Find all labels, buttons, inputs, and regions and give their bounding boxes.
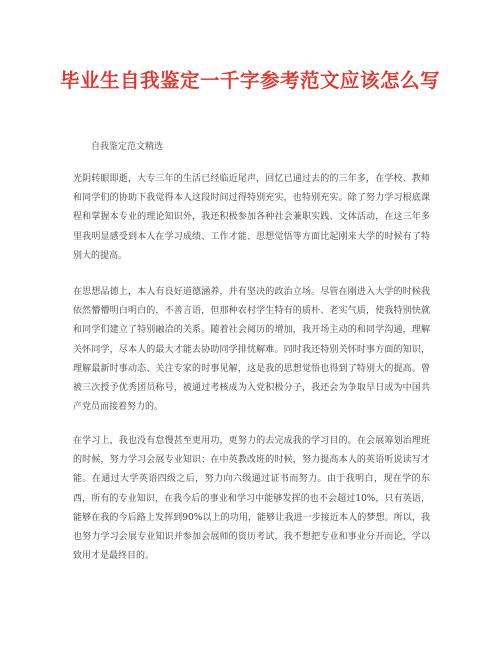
body-paragraph-1: 光阴转眼即逝，大专三年的生活已经临近尾声，回忆已通过去的的三年多，在学校、教师和同学们的协助下我觉得本人这段时间过得特别充实，也特别充实。除了努力学习根底课程和掌握本专业的理论知识外，我还积极参加各种社会兼职实践、文体活动，在这三年多里我明显感受到本人在学习成绩、工作才能、思想觉悟等方面比起刚来大学的时候有了特别大的提高。	[73, 174, 430, 261]
body-paragraph-2: 在思想品德上，本人有良好道德涵养，并有坚决的政治立场。尽管在刚进入大学的时候我依然懵懵明白明白的，不善言语，但那种农村学生特有的质朴、老实气质，使我特别快就和同学们建立了特别融洽的关系。随着社会阅历的增加，我开场主动的和同学沟通，理解关怀同学，尽本人的最大才能去协助同学排忧解难。同时我还特别关怀时事方面的知识，理解最新时事动态、关注专家的时事见解，这是我的思想觉悟也得到了特别大的提高。曾被三次授予优秀团员称号，被通过考核成为入党积极分子，我还会为争取早日成为中国共产党员而接着努力的。	[73, 287, 430, 413]
body-paragraph-3: 在学习上，我也没有怠慢甚至更用功，更努力的去完成我的学习目的。在会展筹划治理班的时候，努力学习会展专业知识；在中英教改班的时候，努力提高本人的英语听说读写才能。在通过大学英语四级之后，努力向六级通过证书而努力。由于我明白，现在学的东西，所有的专业知识，在我今后的事业和学习中能够发挥的也不会超过10%，只有英语，能够在我的今后路上发挥到90%以上的功用，能够让我进一步接近本人的梦想。所以，我也努力学习会展专业知识并参加会展师的资历考试，我不想把专业和事业分开而论，学以致用才是最终目的。	[73, 436, 430, 562]
document-subtitle: 自我鉴定范文精选	[91, 142, 164, 152]
document-title: 毕业生自我鉴定一千字参考范文应该怎么写	[60, 69, 441, 92]
